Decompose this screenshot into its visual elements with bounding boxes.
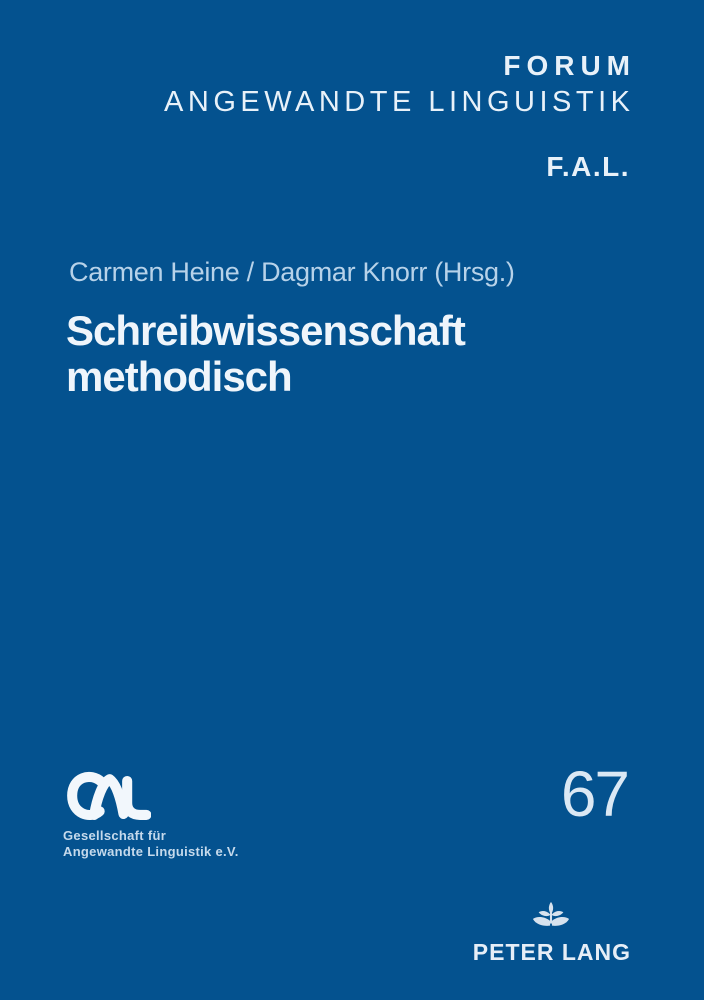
book-title [66,308,465,400]
publisher-name: PETER LANG [472,939,631,965]
gal-monogram-icon [63,770,151,825]
title-line-2: methodisch [66,353,292,400]
gal-org-line1: Gesellschaft für [63,828,167,843]
series-name-line1: FORUM [503,50,636,81]
authors-line: Carmen Heine / Dagmar Knorr (Hrsg.) [69,257,515,287]
series-volume-number: 67 [560,758,628,830]
peter-lang-emblem-icon [532,901,570,935]
publisher-logo [473,901,630,964]
gal-org-line2: Angewandte Linguistik e.V. [63,844,239,860]
gal-org-name [63,828,239,861]
series-header [164,50,636,182]
title-line-1: Schreibwissenschaft [66,307,465,354]
gal-logo [63,770,239,861]
series-abbreviation: F.A.L. [546,151,630,182]
series-name-line2: ANGEWANDTE LINGUISTIK [164,86,635,118]
